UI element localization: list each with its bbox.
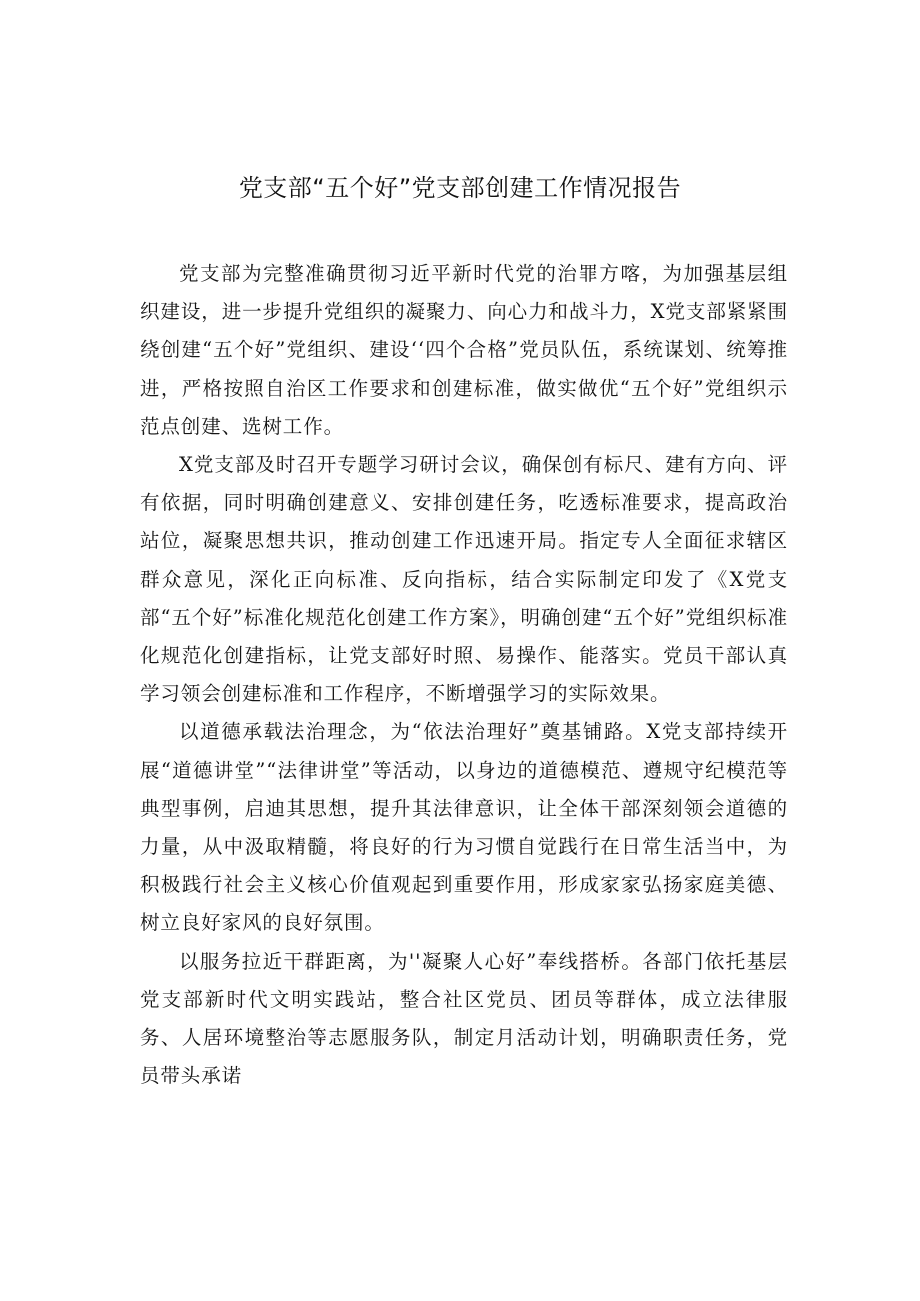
document-title: 党支部“五个好”党支部创建工作情况报告 — [238, 174, 682, 202]
paragraph-1: 党支部为完整准确贯彻习近平新时代党的治罪方喀，为加强基层组织建设，进一步提升党组织的凝聚力、向心力和战斗力，X党支部紧紧围绕创建“五个好”党组织、建设‘‘四个合格”党员队伍，系统谋划、统筹推进，严格按照自治区工作要求和创建标准，做实做优“五个好”党组织示范点创建、选树工作。 — [140, 262, 788, 438]
paragraph-4: 以服务拉近干群距离，为''凝聚人心好”奉线搭桥。各部门依托基层党支部新时代文明实践站，整合社区党员、团员等群体，成立法律服务、人居环境整治等志愿服务队，制定月活动计划，明确职责任务，党员带头承诺 — [140, 949, 788, 1088]
paragraph-2: X党支部及时召开专题学习研讨会议，确保创有标尺、建有方向、评有依据，同时明确创建意义、安排创建任务，吃透标准要求，提高政治站位，凝聚思想共识，推动创建工作迅速开局。指定专人全面征求辖区群众意见，深化正向标准、反向指标，结合实际制定印发了《X党支部“五个好”标准化规范化创建工作方案》，明确创建“五个好”党组织标准化规范化创建指标，让党支部好时照、易操作、能落实。党员干部认真学习领会创建标准和工作程序，不断增强学习的实际效果。 — [140, 453, 788, 706]
paragraph-3: 以道德承载法治理念，为“依法治理好”奠基铺路。X党支部持续开展“道德讲堂”“法律讲堂”等活动，以身边的道德模范、遵规守纪模范等典型事例，启迪其思想，提升其法律意识，让全体干部深刻领会道德的力量，从中汲取精髓，将良好的行为习惯自觉践行在日常生活当中，为积极践行社会主义核心价值观起到重要作用，形成家家弘扬家庭美德、树立良好家风的良好氛围。 — [140, 720, 788, 935]
document-body — [140, 255, 788, 1095]
